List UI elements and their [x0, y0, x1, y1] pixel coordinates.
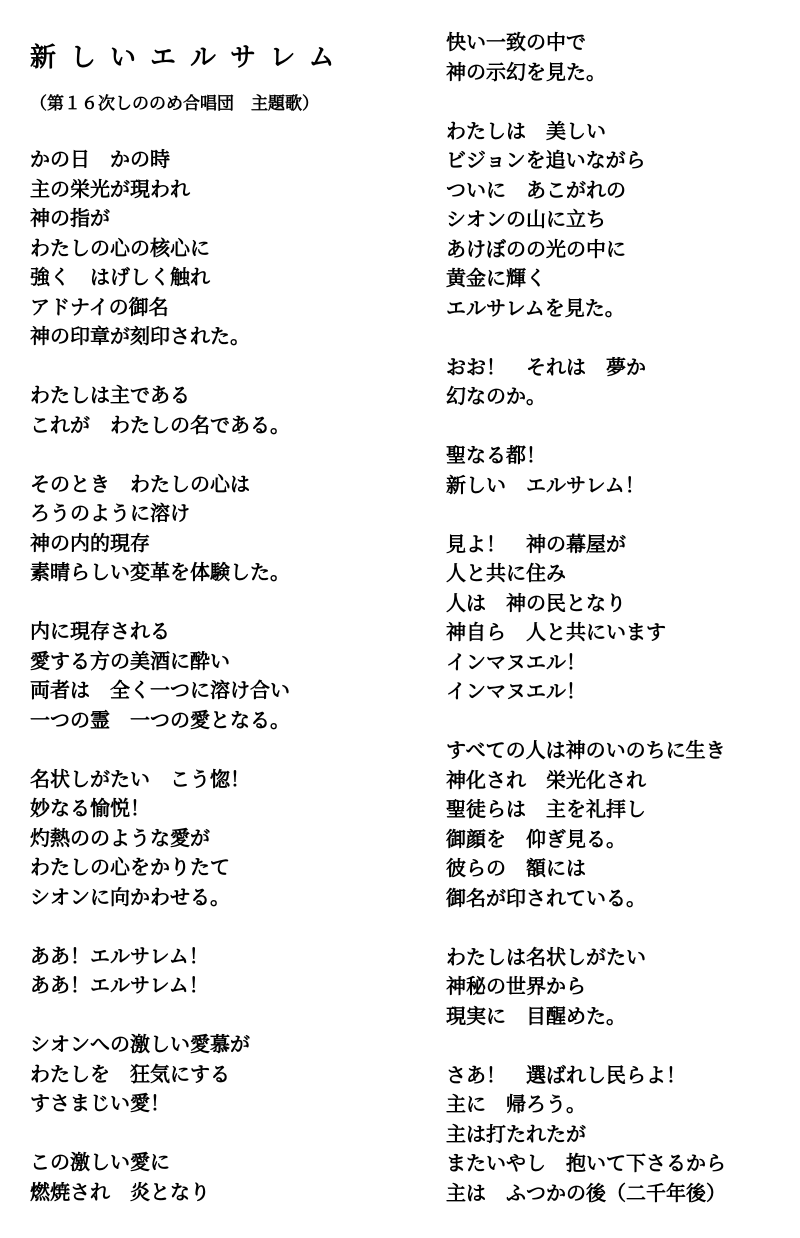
lyric-line: 御顔を 仰ぎ見る。	[446, 826, 626, 851]
lyric-line: かの日 かの時	[30, 147, 170, 171]
stanza	[30, 617, 290, 735]
lyric-line: アドナイの御名	[30, 294, 169, 319]
lyric-line: 神の示幻を見た。	[446, 59, 606, 84]
stanza	[446, 441, 726, 500]
left-lyrics-column	[30, 145, 290, 1237]
lyric-line: 人と共に住み	[446, 561, 566, 585]
lyric-line: シオンに向かわせる。	[30, 884, 230, 909]
lyric-line: 燃焼され 炎となり	[30, 1179, 210, 1204]
lyric-line: 神の印章が刻印された。	[30, 324, 250, 348]
stanza	[446, 1061, 726, 1209]
lyric-line: わたしは 美しい	[446, 118, 606, 143]
right-lyrics-column	[446, 28, 726, 1238]
lyric-line: ああ！エルサレム！	[30, 943, 209, 968]
lyric-line: そのとき わたしの心は	[30, 471, 250, 496]
lyric-line: 神の指が	[30, 206, 110, 230]
stanza	[30, 1030, 290, 1119]
lyric-line: インマヌエル！	[446, 679, 586, 703]
lyric-line: これが わたしの名である。	[30, 412, 290, 437]
lyric-line: 妙なる愉悦！	[30, 796, 150, 820]
lyric-line: 主に 帰ろう。	[446, 1092, 586, 1116]
lyric-line: さあ！ 選ばれし民らよ！	[446, 1062, 686, 1087]
lyric-line: すさまじい愛！	[30, 1091, 170, 1115]
stanza	[30, 381, 290, 440]
lyric-line: 御名が印されている。	[446, 885, 646, 910]
lyric-line: 見よ！ 神の幕屋が	[446, 531, 626, 556]
lyric-line: わたしの心をかりたて	[30, 855, 230, 879]
lyric-line: 快い一致の中で	[446, 30, 586, 54]
lyric-line: 幻なのか。	[446, 384, 546, 408]
lyric-line: 黄金に輝く	[446, 266, 546, 290]
stanza	[446, 353, 726, 412]
stanza	[30, 942, 290, 1001]
lyric-line: 神秘の世界から	[446, 974, 586, 998]
lyric-line: 内に現存される	[30, 619, 170, 643]
stanza	[446, 943, 726, 1032]
lyric-line: 主は打たれたが	[446, 1121, 586, 1146]
lyric-line: 聖なる都！	[446, 443, 546, 467]
lyric-line: わたしの心の核心に	[30, 235, 210, 260]
lyric-line: 一つの霊 一つの愛となる。	[30, 707, 290, 732]
lyric-line: わたしは主である	[30, 383, 190, 407]
lyric-line: あけぼのの光の中に	[446, 236, 626, 261]
lyric-line: 強く はげしく触れ	[30, 265, 210, 289]
stanza	[446, 28, 726, 87]
lyric-line: 両者は 全く一つに溶け合い	[30, 678, 290, 702]
lyric-line: おお！ それは 夢か	[446, 354, 646, 379]
lyric-line: わたしを 狂気にする	[30, 1061, 230, 1086]
stanza	[446, 736, 726, 913]
lyric-line: すべての人は神のいのちに生き	[446, 738, 726, 762]
lyric-line: 素晴らしい変革を体験した。	[30, 560, 290, 584]
lyric-line: またいやし 抱いて下さるから	[446, 1151, 726, 1175]
stanza	[30, 765, 290, 913]
lyric-line: 愛する方の美酒に酔い	[30, 648, 230, 673]
lyric-line: ああ！エルサレム！	[30, 973, 209, 997]
lyric-line: 人は 神の民となり	[446, 590, 626, 615]
lyric-line: 神自ら 人と共にいます	[446, 620, 666, 644]
stanza	[30, 1148, 290, 1207]
lyric-line: 彼らの 額には	[446, 856, 586, 880]
lyric-line: ビジョンを追いながら	[446, 148, 646, 172]
lyric-line: わたしは名状しがたい	[446, 944, 646, 969]
lyric-line: 新しい エルサレム！	[446, 472, 645, 497]
lyric-line: 主の栄光が現われ	[30, 176, 190, 201]
lyric-line: 主は ふつかの後（二千年後）	[446, 1180, 726, 1205]
lyric-line: 聖徒らは 主を礼拝し	[446, 797, 646, 821]
stanza	[30, 145, 290, 352]
lyric-line: この激しい愛に	[30, 1150, 170, 1174]
lyric-line: ろうのように溶け	[30, 501, 190, 525]
lyric-line: シオンの山に立ち	[446, 207, 606, 231]
lyric-line: 灼熱ののような愛が	[30, 825, 210, 850]
stanza	[30, 470, 290, 588]
lyric-line: エルサレムを見た。	[446, 295, 625, 320]
lyric-line: 現実に 目醒めた。	[446, 1003, 626, 1028]
lyric-line: 神の内的現存	[30, 530, 150, 555]
song-title: 新しいエルサレム	[30, 43, 349, 73]
lyric-line: 神化され 栄光化され	[446, 767, 646, 792]
lyric-line: ついに あこがれの	[446, 177, 626, 202]
stanza	[446, 117, 726, 324]
stanza	[446, 530, 726, 707]
song-subtitle: （第１６次しののめ合唱団 主題歌）	[30, 94, 319, 114]
lyric-line: インマヌエル！	[446, 649, 586, 674]
lyric-line: シオンへの激しい愛慕が	[30, 1032, 250, 1056]
lyric-line: 名状しがたい こう惚！	[30, 766, 250, 791]
